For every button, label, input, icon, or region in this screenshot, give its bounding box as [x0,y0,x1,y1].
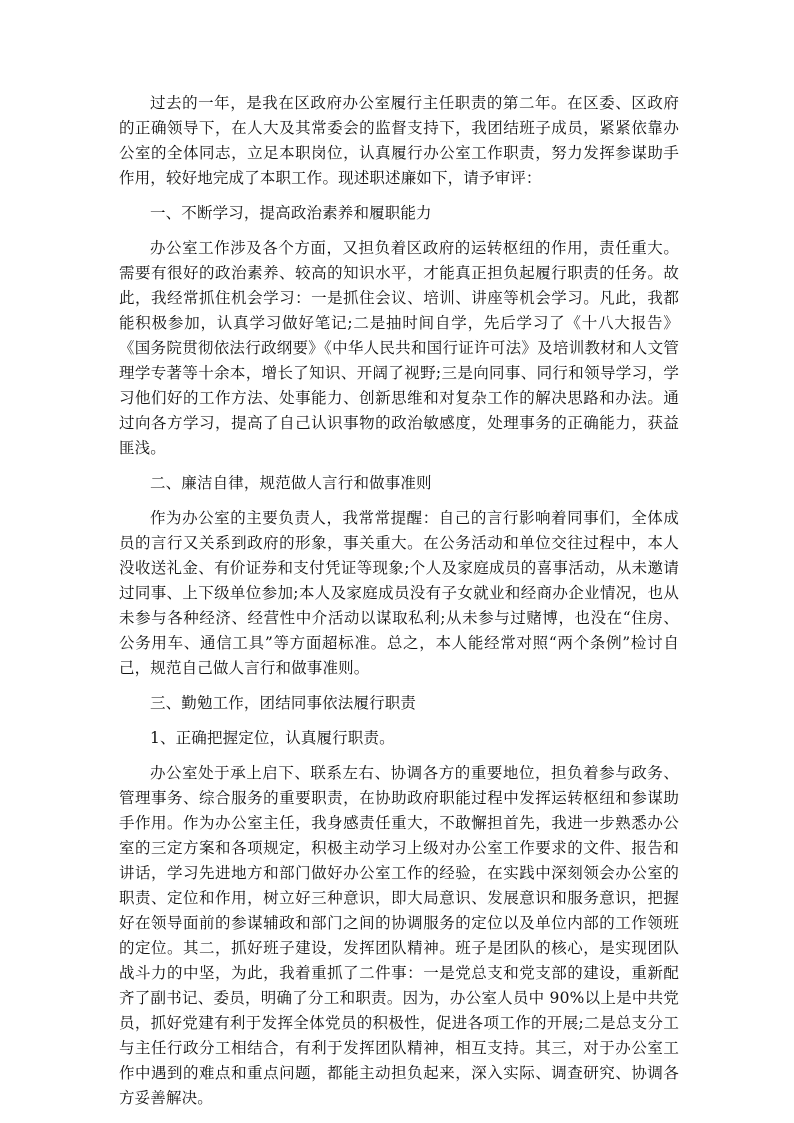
document-page [119,91,679,1121]
section-3-heading: 三、勤勉工作，团结同事依法履行职责 [150,694,417,712]
section-1-body: 办公室工作涉及各个方面，又担负着区政府的运转枢纽的作用，责任重大。需要有很好的政治素养、较高的知识水平，才能真正担负起履行职责的任务。故此，我经常抓住机会学习：一是抓住会议、培训、讲座等机会学习。凡此，我都能积极参加，认真学习做好笔记;二是抽时间自学，先后学习了《十八大报告》《国务院贯彻依法行政纲要》《中华人民共和国行证许可法》及培训教材和人文管理学专著等十余本，增长了知识、开阔了视野;三是向同事、同行和领导学习，学习他们好的工作方法、处事能力、创新思维和对复杂工作的解决思路和办法。通过向各方学习，提高了自己认识事物的政治敏感度，处理事务的正确能力，获益匪浅。 [119,239,679,457]
section-1-heading: 一、不断学习，提高政治素养和履职能力 [150,204,432,222]
section-3-subheading-1: 1、正确把握定位，认真履行职责。 [150,729,395,747]
section-3-sub-1-body: 办公室处于承上启下、联系左右、协调各方的重要地位，担负着参与政务、管理事务、综合服务的重要职责，在协助政府职能过程中发挥运转枢纽和参谋助手作用。作为办公室主任，我身感责任重大，不敢懈担首先，我进一步熟悉办公室的三定方案和各项规定，积极主动学习上级对办公室工作要求的文件、报告和讲话，学习先进地方和部门做好办公室工作的经验，在实践中深刻领会办公室的职责、定位和作用，树立好三种意识，即大局意识、发展意识和服务意识，把握好在领导面前的参谋辅政和部门之间的协调服务的定位以及单位内部的工作领班的定位。其二，抓好班子建设，发挥团队精神。班子是团队的核心，是实现团队战斗力的中坚，为此，我着重抓了二件事：一是党总支和党支部的建设，重新配齐了副书记、委员，明确了分工和职责。因为，办公室人员中 90%以上是中共党员，抓好党建有利于发挥全体党员的积极性，促进各项工作的开展;二是总支分工与主任行政分工相结合，有利于发挥团队精神，相互支持。其三，对于办公室工作中遇到的难点和重点问题，都能主动担负起来，深入实际、调查研究、协调各方妥善解决。 [119,764,679,1107]
section-2-heading: 二、廉洁自律，规范做人言行和做事准则 [150,474,432,492]
section-2-body: 作为办公室的主要负责人，我常常提醒：自己的言行影响着同事们，全体成员的言行又关系到政府的形象，事关重大。在公务活动和单位交往过程中，本人没收送礼金、有价证券和支付凭证等现象;个人及家庭成员的喜事活动，从未邀请过同事、上下级单位参加;本人及家庭成员没有子女就业和经商办企业情况，也从未参与各种经济、经营性中介活动以谋取私利;从未参与过赌博，也没在“住房、公务用车、通信工具”等方面超标准。总之，本人能经常对照“两个条例”检讨自己，规范自己做人言行和做事准则。 [119,509,679,677]
intro-paragraph: 过去的一年，是我在区政府办公室履行主任职责的第二年。在区委、区政府的正确领导下，在人大及其常委会的监督支持下，我团结班子成员，紧紧依靠办公室的全体同志，立足本职岗位，认真履行办公室工作职责，努力发挥参谋助手作用，较好地完成了本职工作。现述职述廉如下，请予审评： [119,94,679,187]
